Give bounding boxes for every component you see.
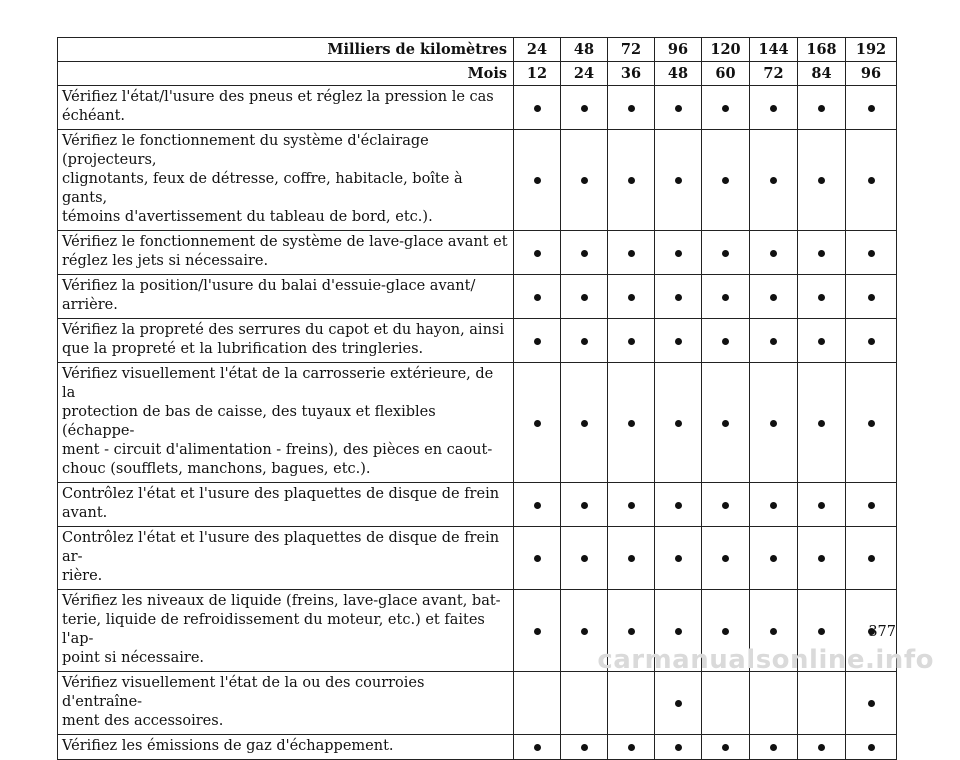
check-dot-icon [581, 628, 588, 635]
interval-cell [608, 231, 655, 275]
check-dot-icon [722, 420, 729, 427]
check-dot-icon [868, 555, 875, 562]
check-dot-icon [534, 744, 541, 751]
task-description-line: avant. [62, 505, 108, 521]
check-dot-icon [675, 250, 682, 257]
task-row [58, 319, 897, 363]
task-description-line: Vérifiez visuellement l'état de la carrosserie extérieure, de la [62, 366, 494, 401]
interval-cell [798, 130, 846, 231]
months-header-cell: 84 [798, 62, 846, 86]
task-description [58, 319, 514, 363]
check-dot-icon [868, 294, 875, 301]
check-dot-icon [628, 105, 635, 112]
interval-cell [608, 275, 655, 319]
interval-cell [514, 86, 561, 130]
interval-cell [561, 275, 608, 319]
task-description [58, 735, 514, 760]
interval-cell [798, 319, 846, 363]
check-dot-icon [675, 177, 682, 184]
check-dot-icon [770, 105, 777, 112]
task-description-line: Contrôlez l'état et l'usure des plaquettes de disque de frein ar- [62, 530, 500, 565]
task-description-line: Vérifiez les niveaux de liquide (freins, lave-glace avant, bat- [62, 593, 501, 609]
interval-cell [561, 130, 608, 231]
check-dot-icon [868, 502, 875, 509]
task-description-line: chouc (soufflets, manchons, bagues, etc.). [62, 461, 371, 477]
check-dot-icon [675, 420, 682, 427]
interval-cell [561, 86, 608, 130]
interval-cell [702, 483, 750, 527]
check-dot-icon [868, 338, 875, 345]
km-header-cell: 168 [798, 38, 846, 62]
interval-cell [514, 483, 561, 527]
check-dot-icon [534, 502, 541, 509]
check-dot-icon [675, 744, 682, 751]
check-dot-icon [628, 555, 635, 562]
check-dot-icon [534, 338, 541, 345]
interval-cell [846, 363, 897, 483]
check-dot-icon [868, 420, 875, 427]
task-description [58, 363, 514, 483]
interval-cell [514, 735, 561, 760]
interval-cell [514, 363, 561, 483]
interval-cell [846, 231, 897, 275]
interval-cell [514, 527, 561, 590]
interval-cell [798, 527, 846, 590]
check-dot-icon [770, 555, 777, 562]
interval-cell [702, 527, 750, 590]
interval-cell [750, 86, 798, 130]
task-row [58, 483, 897, 527]
task-description-line: Contrôlez l'état et l'usure des plaquettes de disque de frein [62, 486, 500, 502]
check-dot-icon [722, 555, 729, 562]
interval-cell [561, 735, 608, 760]
check-dot-icon [868, 177, 875, 184]
km-header-label: Milliers de kilomètres [58, 38, 514, 62]
interval-cell [702, 672, 750, 735]
km-header-row [58, 38, 897, 62]
task-description [58, 130, 514, 231]
interval-cell [655, 275, 702, 319]
check-dot-icon [675, 628, 682, 635]
interval-cell [846, 86, 897, 130]
check-dot-icon [534, 420, 541, 427]
page-number: 377 [868, 624, 896, 640]
check-dot-icon [722, 105, 729, 112]
check-dot-icon [722, 338, 729, 345]
task-description-line: Vérifiez les émissions de gaz d'échappement. [62, 738, 394, 754]
months-header-cell: 24 [561, 62, 608, 86]
interval-cell [608, 319, 655, 363]
check-dot-icon [581, 555, 588, 562]
interval-cell [750, 363, 798, 483]
interval-cell [750, 483, 798, 527]
check-dot-icon [628, 338, 635, 345]
check-dot-icon [818, 294, 825, 301]
task-description-line: réglez les jets si nécessaire. [62, 253, 269, 269]
months-header-row [58, 62, 897, 86]
check-dot-icon [868, 744, 875, 751]
check-dot-icon [581, 250, 588, 257]
check-dot-icon [818, 420, 825, 427]
check-dot-icon [868, 700, 875, 707]
check-dot-icon [722, 250, 729, 257]
interval-cell [514, 319, 561, 363]
check-dot-icon [770, 338, 777, 345]
interval-cell [750, 735, 798, 760]
task-description-line: terie, liquide de refroidissement du moteur, etc.) et faites l'ap- [62, 612, 485, 647]
interval-cell [846, 527, 897, 590]
interval-cell [702, 319, 750, 363]
task-description-line: Vérifiez le fonctionnement du système d'éclairage (projecteurs, [62, 133, 429, 168]
check-dot-icon [868, 105, 875, 112]
interval-cell [655, 527, 702, 590]
interval-cell [608, 86, 655, 130]
km-header-cell: 192 [846, 38, 897, 62]
interval-cell [798, 363, 846, 483]
interval-cell [846, 275, 897, 319]
check-dot-icon [628, 420, 635, 427]
check-dot-icon [534, 294, 541, 301]
check-dot-icon [770, 744, 777, 751]
months-header-cell: 96 [846, 62, 897, 86]
interval-cell [846, 672, 897, 735]
interval-cell [655, 363, 702, 483]
check-dot-icon [818, 105, 825, 112]
check-dot-icon [722, 744, 729, 751]
interval-cell [655, 735, 702, 760]
interval-cell [798, 231, 846, 275]
interval-cell [798, 483, 846, 527]
task-description-line: ment des accessoires. [62, 713, 224, 729]
task-row [58, 275, 897, 319]
check-dot-icon [581, 105, 588, 112]
interval-cell [846, 735, 897, 760]
interval-cell [846, 130, 897, 231]
task-description [58, 231, 514, 275]
interval-cell [750, 130, 798, 231]
interval-cell [702, 363, 750, 483]
check-dot-icon [722, 294, 729, 301]
interval-cell [514, 231, 561, 275]
task-description-line: arrière. [62, 297, 118, 313]
task-description-line: Vérifiez la propreté des serrures du capot et du hayon, ainsi [62, 322, 504, 338]
months-header-cell: 60 [702, 62, 750, 86]
task-description-line: Vérifiez visuellement l'état de la ou des courroies d'entraîne- [62, 675, 425, 710]
check-dot-icon [818, 177, 825, 184]
task-description [58, 275, 514, 319]
watermark-logo: carmanualsonline.info [597, 645, 934, 675]
interval-cell [561, 363, 608, 483]
check-dot-icon [675, 105, 682, 112]
task-description [58, 86, 514, 130]
check-dot-icon [868, 250, 875, 257]
task-row [58, 672, 897, 735]
interval-cell [655, 231, 702, 275]
check-dot-icon [675, 338, 682, 345]
check-dot-icon [818, 628, 825, 635]
interval-cell [608, 672, 655, 735]
check-dot-icon [770, 250, 777, 257]
task-description-line: que la propreté et la lubrification des tringleries. [62, 341, 424, 357]
check-dot-icon [534, 628, 541, 635]
check-dot-icon [675, 294, 682, 301]
check-dot-icon [628, 177, 635, 184]
check-dot-icon [722, 628, 729, 635]
check-dot-icon [534, 555, 541, 562]
task-description-line: ment - circuit d'alimentation - freins), des pièces en caout- [62, 442, 493, 458]
interval-cell [846, 483, 897, 527]
check-dot-icon [675, 502, 682, 509]
interval-cell [750, 672, 798, 735]
check-dot-icon [581, 177, 588, 184]
km-header-cell: 144 [750, 38, 798, 62]
check-dot-icon [770, 502, 777, 509]
interval-cell [655, 130, 702, 231]
task-description [58, 672, 514, 735]
interval-cell [798, 672, 846, 735]
interval-cell [561, 527, 608, 590]
check-dot-icon [581, 338, 588, 345]
check-dot-icon [770, 177, 777, 184]
check-dot-icon [628, 250, 635, 257]
task-description-line: point si nécessaire. [62, 650, 205, 666]
check-dot-icon [628, 744, 635, 751]
interval-cell [514, 590, 561, 672]
check-dot-icon [628, 294, 635, 301]
task-description-line: Vérifiez le fonctionnement de système de lave-glace avant et [62, 234, 508, 250]
interval-cell [514, 275, 561, 319]
interval-cell [514, 130, 561, 231]
interval-cell [846, 319, 897, 363]
check-dot-icon [818, 744, 825, 751]
check-dot-icon [818, 250, 825, 257]
interval-cell [798, 275, 846, 319]
interval-cell [608, 527, 655, 590]
task-description-line: échéant. [62, 108, 126, 124]
interval-cell [750, 231, 798, 275]
interval-cell [798, 86, 846, 130]
check-dot-icon [628, 502, 635, 509]
check-dot-icon [722, 502, 729, 509]
check-dot-icon [581, 744, 588, 751]
check-dot-icon [675, 555, 682, 562]
check-dot-icon [770, 294, 777, 301]
interval-cell [561, 672, 608, 735]
task-row [58, 527, 897, 590]
task-description-line: protection de bas de caisse, des tuyaux et flexibles (échappe- [62, 404, 436, 439]
task-row [58, 231, 897, 275]
task-description [58, 483, 514, 527]
interval-cell [655, 483, 702, 527]
check-dot-icon [628, 628, 635, 635]
check-dot-icon [675, 700, 682, 707]
months-header-label: Mois [58, 62, 514, 86]
interval-cell [702, 275, 750, 319]
interval-cell [655, 86, 702, 130]
months-header-cell: 36 [608, 62, 655, 86]
interval-cell [798, 735, 846, 760]
km-header-cell: 96 [655, 38, 702, 62]
interval-cell [702, 735, 750, 760]
task-row [58, 363, 897, 483]
interval-cell [750, 319, 798, 363]
km-header-cell: 24 [514, 38, 561, 62]
task-description-line: rière. [62, 568, 103, 584]
interval-cell [750, 275, 798, 319]
check-dot-icon [581, 502, 588, 509]
interval-cell [608, 735, 655, 760]
interval-cell [702, 130, 750, 231]
check-dot-icon [818, 338, 825, 345]
task-description-line: Vérifiez l'état/l'usure des pneus et réglez la pression le cas [62, 89, 494, 105]
interval-cell [750, 527, 798, 590]
km-header-cell: 48 [561, 38, 608, 62]
interval-cell [608, 483, 655, 527]
check-dot-icon [534, 105, 541, 112]
task-description [58, 590, 514, 672]
interval-cell [608, 130, 655, 231]
interval-cell [608, 363, 655, 483]
interval-cell [561, 319, 608, 363]
km-header-cell: 120 [702, 38, 750, 62]
months-header-cell: 48 [655, 62, 702, 86]
task-description-line: témoins d'avertissement du tableau de bord, etc.). [62, 209, 433, 225]
check-dot-icon [581, 420, 588, 427]
check-dot-icon [722, 177, 729, 184]
task-description-line: Vérifiez la position/l'usure du balai d'essuie-glace avant/ [62, 278, 476, 294]
task-description [58, 527, 514, 590]
task-row [58, 86, 897, 130]
km-header-cell: 72 [608, 38, 655, 62]
interval-cell [561, 231, 608, 275]
check-dot-icon [581, 294, 588, 301]
check-dot-icon [770, 628, 777, 635]
interval-cell [655, 319, 702, 363]
interval-cell [561, 483, 608, 527]
task-description-line: clignotants, feux de détresse, coffre, habitacle, boîte à gants, [62, 171, 463, 206]
check-dot-icon [818, 555, 825, 562]
months-header-cell: 12 [514, 62, 561, 86]
interval-cell [702, 86, 750, 130]
check-dot-icon [534, 177, 541, 184]
task-row [58, 735, 897, 760]
check-dot-icon [770, 420, 777, 427]
months-header-cell: 72 [750, 62, 798, 86]
task-row [58, 130, 897, 231]
interval-cell [514, 672, 561, 735]
check-dot-icon [534, 250, 541, 257]
interval-cell [655, 672, 702, 735]
check-dot-icon [818, 502, 825, 509]
interval-cell [702, 231, 750, 275]
